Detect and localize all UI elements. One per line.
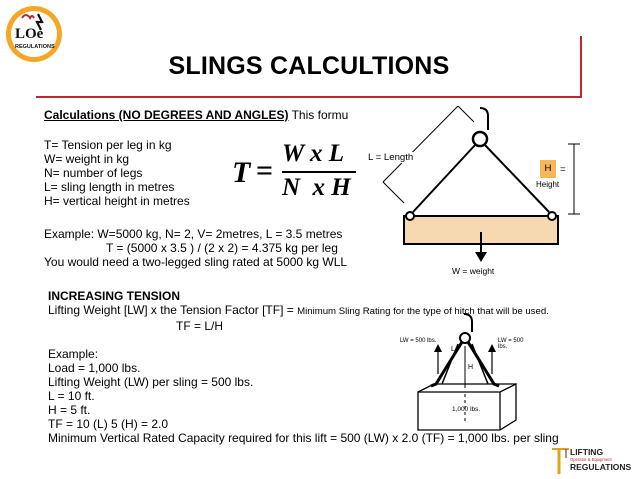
h-label: H	[468, 364, 474, 371]
height-label-text: Height	[536, 180, 560, 189]
definitions-list	[44, 138, 190, 208]
def-length: L= sling length in metres	[44, 180, 175, 194]
example2-line5: H = 5 ft.	[48, 403, 91, 417]
brand-line1: LIFTING	[570, 447, 604, 457]
formula-lhs: T	[232, 156, 251, 189]
page-title: SLINGS CALCULTIONS	[168, 52, 450, 80]
logo-text: LOe	[15, 26, 44, 42]
example2-line3: Lifting Weight (LW) per sling = 500 lbs.	[48, 375, 254, 389]
sling-diagram-2	[368, 312, 534, 434]
logo-subtext: REGULATIONS	[15, 44, 55, 50]
section1-heading: Calculations (NO DEGREES AND ANGLES)	[44, 108, 289, 122]
section2-line1-main: Lifting Weight [LW] x the Tension Factor [TF] =	[48, 303, 294, 317]
brand-line3: REGULATIONS	[570, 462, 632, 472]
example1-line2: T = (5000 x 3.5 ) / (2 x 2) = 4.375 kg per leg	[106, 241, 338, 255]
section1-heading-rest: This formu	[288, 108, 349, 122]
def-weight: W= weight in kg	[44, 152, 130, 166]
sling-diagram-1	[362, 106, 602, 282]
formula-denominator: N x H	[282, 174, 351, 201]
height-label-eq: =	[560, 164, 566, 175]
example2-line7: Minimum Vertical Rated Capacity required for this lift = 500 (LW) x 2.0 (TF) = 1,000 lbs. per sling	[48, 431, 559, 445]
section2-heading: INCREASING TENSION	[48, 289, 181, 303]
example2-line1: Example:	[48, 347, 99, 361]
lw-left-label: LW = 500 lbs.	[400, 338, 437, 344]
length-label: L = Length	[368, 152, 414, 163]
l-label: L	[451, 346, 455, 353]
example1-line1: Example: W=5000 kg, N= 2, V= 2metres, L = 3.5 metres	[44, 227, 343, 241]
formula-numerator: W x L	[282, 140, 345, 167]
example1	[44, 227, 347, 269]
def-tension: T= Tension per leg in kg	[44, 138, 172, 152]
section2-line2: TF = L/H	[176, 319, 224, 333]
tension-formula	[232, 140, 362, 206]
sling-diagram-1-svg	[362, 106, 602, 282]
section1-heading-line	[44, 108, 348, 122]
def-legs: N= number of legs	[44, 166, 143, 180]
brand-logo	[550, 446, 634, 476]
example2-line6: TF = 10 (L) 5 (H) = 2.0	[48, 417, 169, 431]
example1-line3: You would need a two-legged sling rated at 5000 kg WLL	[44, 255, 348, 269]
formula-bar	[282, 171, 356, 173]
sling-diagram-2-svg	[368, 312, 534, 434]
section2-line1-small: Minimum Sling Rating for the type of hitch that will be used.	[297, 306, 549, 317]
load-label: 1,000 lbs.	[452, 406, 481, 413]
formula-eq: =	[256, 154, 274, 187]
lw-right-label: LW = 500 lbs.	[498, 338, 524, 350]
example2-line4: L = 10 ft.	[48, 389, 95, 403]
example2-line2: Load = 1,000 lbs.	[48, 361, 141, 375]
crane-icon	[550, 446, 570, 474]
def-height: H= vertical height in metres	[44, 194, 190, 208]
brand-line2: Operator & Equipment	[570, 457, 612, 462]
height-label-box: H	[540, 160, 556, 178]
weight-label: W = weight	[452, 266, 495, 276]
